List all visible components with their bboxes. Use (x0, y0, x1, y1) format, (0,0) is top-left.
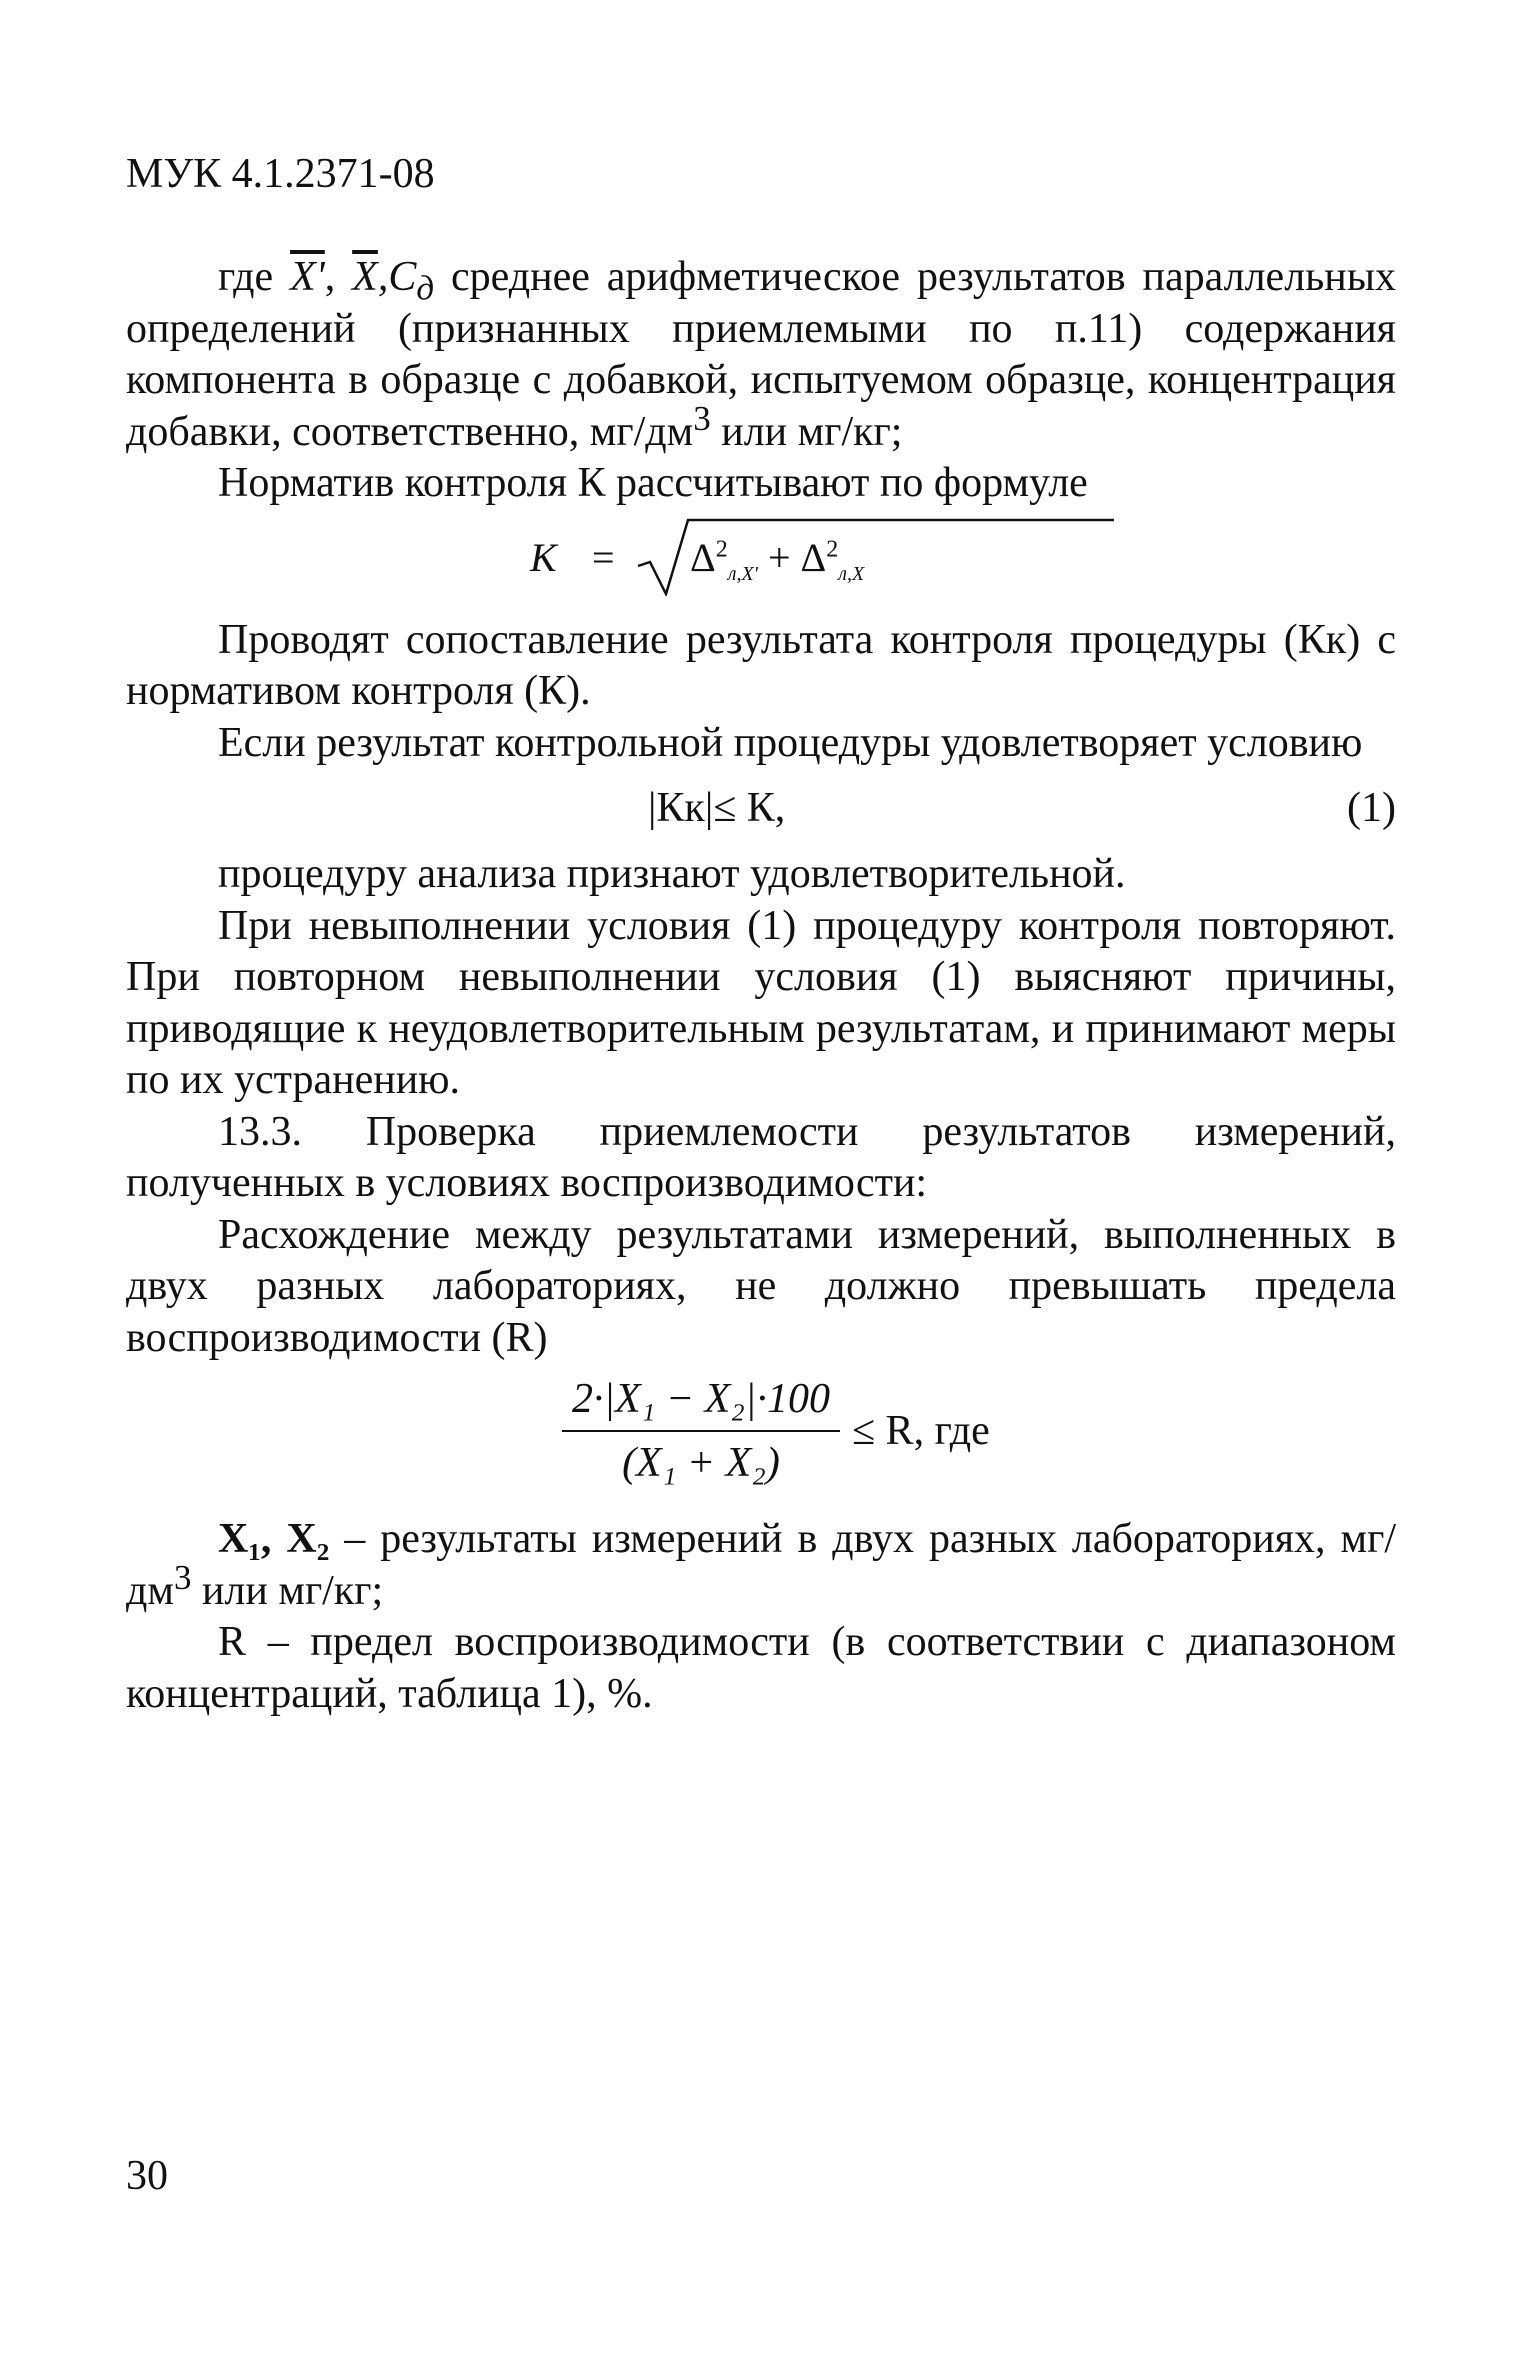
delta-2: Δ (800, 534, 827, 580)
superscript-3: 3 (693, 398, 711, 438)
delta-1-sub: л,X' (727, 562, 758, 585)
delta-2-sup: 2 (826, 536, 839, 563)
fraction-numerator: 2·|X₁ − X₂|·100 (562, 1374, 840, 1432)
symbol-sep: , (324, 254, 353, 300)
paragraph-condition-intro: Если результат контрольной процедуры удовлетворяет условию (218, 719, 1363, 766)
paragraph-x1-x2-definition (126, 1514, 1396, 1617)
paragraph-discrepancy: Расхождение между результатами измерений, выполненных в двух разных лабораториях, не должно превышать предела воспроизводимости (R) (126, 1211, 1396, 1361)
formula-inequality (126, 769, 1396, 849)
delta-1-sup: 2 (715, 536, 728, 563)
paragraph-norm-formula-intro: Норматив контроля К рассчитывают по формуле (218, 460, 1088, 506)
document-code-header: МУК 4.1.2371-08 (126, 151, 435, 197)
plus-sign: + (757, 534, 801, 580)
fraction (562, 1374, 840, 1489)
page-number: 30 (126, 2153, 168, 2199)
paragraph-comparison: Проводят сопоставление результата контроля процедуры (Кк) с нормативом контроля (К). (126, 616, 1396, 714)
paragraph-definitions (126, 252, 1396, 458)
fraction-rhs: ≤ R, где (852, 1408, 990, 1454)
symbols-x1-x2: X₁, X₂ (218, 1516, 330, 1562)
superscript-3-b: 3 (173, 1557, 192, 1597)
paragraph-r-definition: R – предел воспроизводимости (в соответствии с диапазоном концентраций, таблица 1), %. (126, 1619, 1396, 1717)
symbol-x-prime: X' (290, 254, 325, 300)
paragraph-section-13-3: 13.3. Проверка приемлемости результатов измерений, полученных в условиях воспроизводимости: (126, 1108, 1396, 1206)
symbol-c: ,C (377, 254, 417, 300)
text-units: или мг/кг; (710, 408, 903, 455)
formula-k-equals: = (592, 534, 615, 580)
formula-k (126, 510, 1396, 615)
text-definitions: среднее арифметическое результатов параллельных определений (признанных приемлемыми по п.11) содержания компонента в образце с добавкой, испытуемом образце, концентрация добавки, соответственно, мг/дм (126, 254, 1397, 455)
equation-number: (1) (1347, 785, 1396, 831)
paragraph-satisfactory: процедуру анализа признают удовлетворительной. (218, 851, 1126, 897)
delta-2-sub: л,X (838, 562, 865, 585)
formula-k-lhs: К (530, 534, 557, 580)
symbol-x-mean: $\overline{X}$ (352, 254, 378, 300)
paragraph-repeat-procedure: При невыполнении условия (1) процедуру контроля повторяют. При повторном невыполнении условия (1) выясняют причины, приводящие к неудовлетворительным результатам, и принимают меры по их устранению. (126, 902, 1396, 1103)
text-x1-x2: – результаты измерений в двух разных лабораториях, мг/дм (126, 1516, 1396, 1614)
delta-1: Δ (690, 534, 716, 580)
inequality-expression: |Кк|≤ К, (648, 785, 786, 831)
symbol-c-sub: д (416, 268, 435, 308)
text-units-b: или мг/кг; (191, 1567, 384, 1614)
page-content (126, 252, 1396, 1720)
text-gde: где (218, 254, 274, 300)
fraction-denominator: (X₁ + X₂) (622, 1439, 780, 1486)
formula-reproducibility (126, 1364, 1396, 1514)
formula-k-radicand (690, 532, 864, 584)
